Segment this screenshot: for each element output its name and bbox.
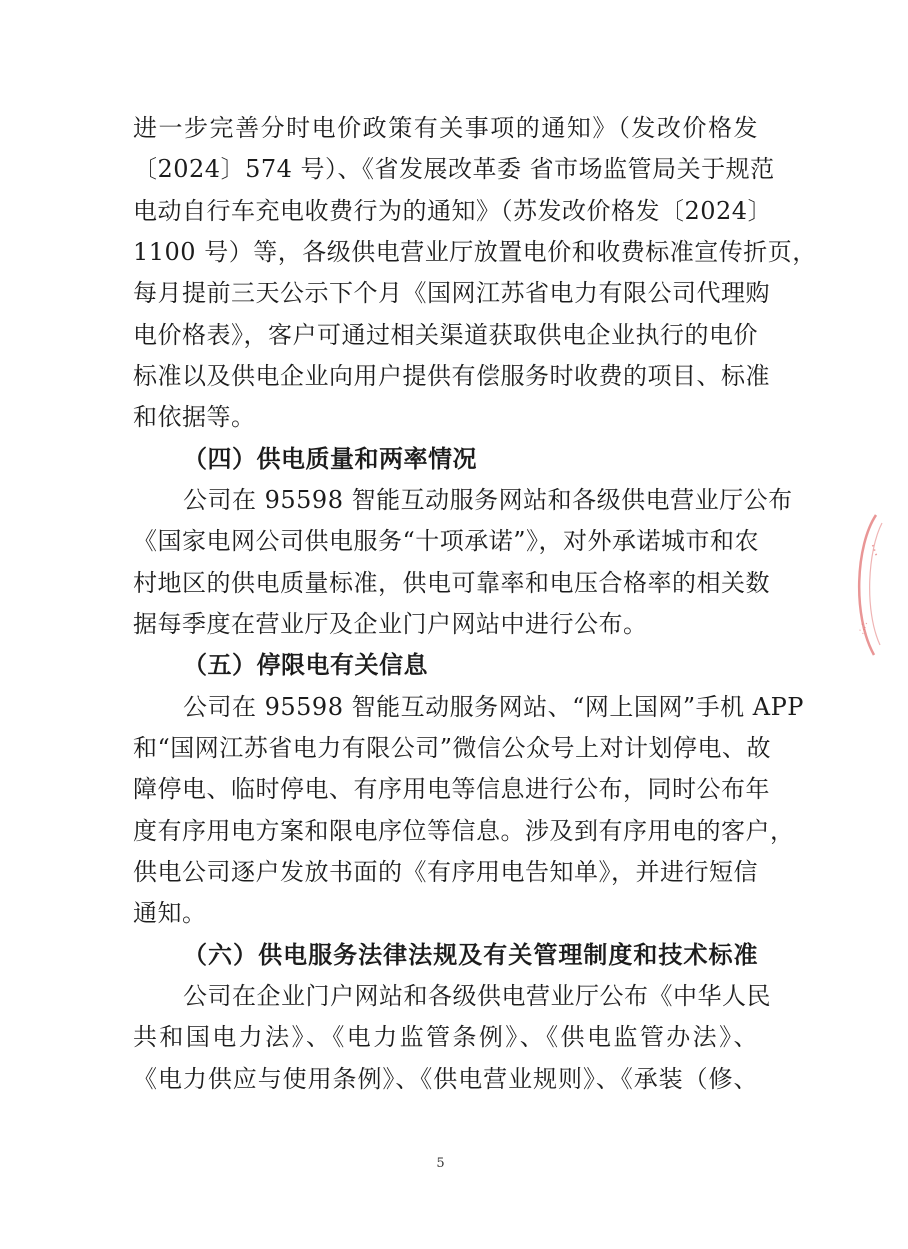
paragraph-line: 每月提前三天公示下个月《国网江苏省电力有限公司代理购 bbox=[133, 279, 770, 307]
paragraph-line: 和“国网江苏省电力有限公司”微信公众号上对计划停电、故 bbox=[133, 734, 772, 762]
paragraph-line: 进一步完善分时电价政策有关事项的通知》（发改价格发 bbox=[133, 114, 758, 142]
paragraph-line: 和依据等。 bbox=[133, 403, 256, 431]
section-heading: （五）停限电有关信息 bbox=[183, 650, 428, 679]
paragraph-line: 通知。 bbox=[133, 899, 207, 927]
paragraph-line: 《电力供应与使用条例》、《供电营业规则》、《承装（修、 bbox=[133, 1065, 758, 1093]
seal-stamp-fragment bbox=[848, 505, 908, 665]
paragraph-line: 电动自行车充电收费行为的通知》（苏发改价格发〔2024〕 bbox=[133, 197, 773, 225]
section-heading: （四）供电质量和两率情况 bbox=[183, 444, 477, 473]
paragraph-line: 公司在企业门户网站和各级供电营业厅公布《中华人民 bbox=[183, 982, 771, 1010]
paragraph-line: 公司在 95598 智能互动服务网站、“网上国网”手机 APP bbox=[183, 693, 804, 721]
paragraph-line: 标准以及供电企业向用户提供有偿服务时收费的项目、标准 bbox=[133, 362, 770, 390]
svg-text:⋯: ⋯ bbox=[864, 540, 885, 560]
paragraph-line: 公司在 95598 智能互动服务网站和各级供电营业厅公布 bbox=[183, 486, 793, 514]
paragraph-line: 1100 号）等，各级供电营业厅放置电价和收费标准宣传折页， bbox=[133, 238, 817, 266]
paragraph-line: 度有序用电方案和限电序位等信息。涉及到有序用电的客户， bbox=[133, 817, 795, 845]
section-heading: （六）供电服务法律法规及有关管理制度和技术标准 bbox=[183, 940, 758, 969]
paragraph-line: 电价格表》，客户可通过相关渠道获取供电企业执行的电价 bbox=[133, 321, 758, 349]
paragraph-line: 共和国电力法》、《电力监管条例》、《供电监管办法》、 bbox=[133, 1023, 758, 1051]
paragraph-line: 障停电、临时停电、有序用电等信息进行公布，同时公布年 bbox=[133, 775, 770, 803]
page-number: 5 bbox=[436, 1156, 445, 1171]
paragraph-line: 〔2024〕574 号）、《省发展改革委 省市场监管局关于规范 bbox=[133, 155, 775, 183]
paragraph-line: 供电公司逐户发放书面的《有序用电告知单》，并进行短信 bbox=[133, 858, 758, 886]
paragraph-line: 《国家电网公司供电服务“十项承诺”》，对外承诺城市和农 bbox=[133, 527, 760, 555]
paragraph-line: 据每季度在营业厅及企业门户网站中进行公布。 bbox=[133, 610, 648, 638]
paragraph-line: 村地区的供电质量标准，供电可靠率和电压合格率的相关数 bbox=[133, 569, 770, 597]
svg-text:∴∴: ∴∴ bbox=[856, 620, 872, 637]
